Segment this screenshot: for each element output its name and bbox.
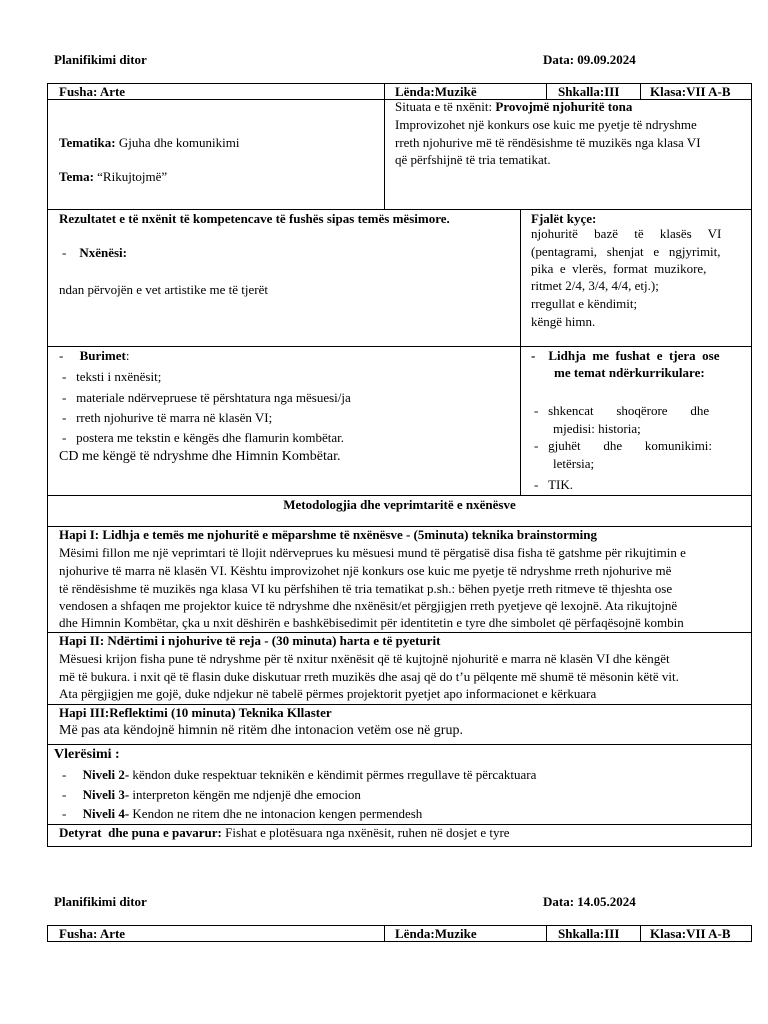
burimet-item: - postera me tekstin e këngës dhe flamurin kombëtar. [62,430,344,445]
hapi2-line: Ata përgjigjen me gojë, duke ndjekur në tabelë përmes projektorit pyetjet apo informacionet e kërkuara [59,686,597,701]
plan-title: Planifikimi ditor [54,52,147,67]
situata-line: rreth njohurive më të rëndësishme të muzikës nga klasa VI [395,135,701,150]
header-klasa: Klasa:VII A-B [650,84,731,99]
burimet-item: - materiale ndërvepruese të përshtatura nga mësuesi/ja [62,390,351,405]
header-klasa-2: Klasa:VII A-B [650,926,731,941]
hapi1-line: të rëndësishme të muzikës nga klasa VI ku përfshihen të tria tematikat p.sh.: bëhen pyetje rreth ritmeve të thjeshta ose [59,581,673,596]
niveli-item: - Niveli 3- interpreton këngën me ndjenjë dhe emocion [62,787,361,802]
nxenesi-item: - Nxënësi: [62,245,128,260]
plan-title-2: Planifikimi ditor [54,894,147,909]
niveli-item: - Niveli 4- Kendon ne ritem dhe ne intonacion kengen permendesh [62,806,423,821]
plan-date-2: Data: 14.05.2024 [543,894,636,909]
burimet-item: - teksti i nxënësit; [62,369,162,384]
hapi2-line: Mësuesi krijon fisha pune të ndryshme për të nxitur nxënësit që të kujtojnë njohuritë e marra në klasën VI dhe këngët [59,651,670,666]
tematika: Tematika: Gjuha dhe komunikimi [59,135,240,150]
header-shkalla-2: Shkalla:III [558,926,620,941]
rezultatet-title: Rezultatet e të nxënit të kompetencave të fushës sipas temës mësimore. [59,211,450,226]
plan-date: Data: 09.09.2024 [543,52,636,67]
fjalet-line: njohuritë bazë të klasës VI [531,226,722,241]
hapi1-title: Hapi I: Lidhja e temës me njohuritë e mëparshme të nxënësve - (5minuta) teknika brainstorming [59,527,598,542]
hapi2-title: Hapi II: Ndërtimi i njohurive të reja - (30 minuta) harta e të pyeturit [59,633,441,648]
metodologjia-title: Metodologjia dhe veprimtaritë e nxënësve [283,497,516,512]
hapi1-line: Mësimi fillon me një veprimtari të llojit ndërveprues ku mësuesi mund të përgatisë disa fisha të gatshme për rikujtimin e [59,545,686,560]
hapi1-line: dhe Himnin Kombëtar, çka u nxit dëshirën e bashkëbisedimit për identitetin e tyre dhe simbolet që përfaqësojnë kombin [59,615,684,630]
lidhja-item: - shkencat shoqërore dhe [534,403,710,418]
header-lenda-2: Lënda:Muzike [395,926,477,941]
hapi1-line: vendosen a shfaqen me projektor kuice të ndryshme dhe nxënësit/et përgjigjen rreth pyetjeve që lexojnë. Ata rikujtojnë [59,598,678,613]
header-lenda: Lënda:Muzikë [395,84,477,99]
lidhja-item-cont: mjedisi: historia; [553,421,641,436]
tema: Tema: “Rikujtojmë” [59,169,168,184]
header-fusha-2: Fusha: Arte [59,926,126,941]
detyrat: Detyrat dhe puna e pavarur: Fishat e plotësuara nga nxënësit, ruhen në dosjet e tyre [59,825,510,840]
niveli-item: - Niveli 2- këndon duke respektuar teknikën e këndimit përmes rregullave të përcaktuara [62,767,537,782]
lidhja-item: - gjuhët dhe komunikimi: [534,438,713,453]
fjalet-line: (pentagrami, shenjat e ngjyrimit, [531,244,721,259]
hapi2-line: më të bukura. i nxit që të flasin duke diskutuar rreth muzikës dhe asaj që do t’u pëlqente më shumë të mësonin këtë vit. [59,669,679,684]
fjalet-line: ritmet 2/4, 3/4, 4/4, etj.); [531,278,659,293]
fjalet-title: Fjalët kyçe: [531,211,597,226]
situata-line: Improvizohet një konkurs ose kuic me pyetje të ndryshme [395,117,697,132]
burimet-cd: CD me këngë të ndryshme dhe Himnin Kombëtar. [59,449,341,464]
lidhja-title: - Lidhja me fushat e tjera ose [531,348,720,363]
lidhja-title-2: me temat ndërkurrikulare: [554,365,705,380]
fjalet-line: rregullat e këndimit; [531,296,638,311]
situata-heading: Situata e të nxënit: Provojmë njohuritë tona [395,99,633,114]
situata-line: që përfshijnë të tria tematikat. [395,152,551,167]
burimet-item: - rreth njohurive të marra në klasën VI; [62,410,273,425]
lidhja-item: - TIK. [534,477,574,492]
header-shkalla: Shkalla:III [558,84,620,99]
hapi3-title: Hapi III:Reflektimi (10 minuta) Teknika Kllaster [59,705,332,720]
fjalet-line: këngë himn. [531,314,596,329]
hapi3-text: Më pas ata këndojnë himnin në ritëm dhe intonacion vetëm ose në grup. [59,723,463,738]
hapi1-line: njohurive të marra në klasën VI. Kështu improvizohet një konkurs ose kuic me pyetje të ndryshme rreth njohurive më [59,563,672,578]
rezultatet-text: ndan përvojën e vet artistike me të tjerët [59,282,268,297]
lidhja-item-cont: letërsia; [553,456,595,471]
vleresimi-title: Vlerësimi : [54,747,120,762]
fjalet-line: pika e vlerës, format muzikore, [531,261,707,276]
header-fusha: Fusha: Arte [59,84,126,99]
burimet-title: - Burimet: [59,348,130,363]
